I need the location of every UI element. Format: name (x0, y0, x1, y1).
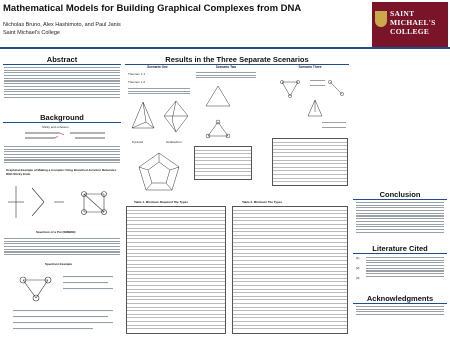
ref-1: [1] (356, 256, 360, 260)
pyramid-label: Pyramid (132, 140, 144, 144)
spectrum-label: Spectrum of a Pot (SMBDB) (36, 230, 76, 234)
scenario-one-text (128, 88, 190, 96)
scenario-three-table (272, 138, 348, 186)
octahedron-label: Octahedron (166, 140, 182, 144)
spectrum-example-label: Spectrum Example (45, 262, 73, 266)
ref-3: [3] (356, 276, 360, 280)
table-b-caption: Table 2. Minimum Tile Types (242, 200, 283, 204)
abstract-text (4, 67, 120, 99)
table-a-caption: Table 1. Minimum Required Tile Types (134, 200, 189, 204)
theorem-1-1: Theorem 1.1 (128, 72, 146, 76)
college-logo (372, 2, 448, 47)
scenario-two-figures (198, 82, 256, 142)
scenario-three-figures (270, 72, 348, 137)
graph-caption: Graphical Example of Making a Complex Using Branched Junction Molecules With Sticky Ends (6, 168, 117, 176)
acknowledgments-heading: Acknowledgments (353, 294, 447, 304)
dna-strand-diagram (20, 129, 110, 143)
conclusion-text (356, 202, 444, 234)
logo-text: SAINT MICHAEL'S COLLEGE (390, 9, 436, 36)
complex-graph-figure (4, 178, 120, 228)
shield-icon (375, 11, 387, 27)
acknowledgments-text (356, 306, 444, 317)
literature-heading: Literature Cited (353, 244, 447, 254)
background-heading: Background (3, 113, 121, 123)
scenario-two-text (196, 72, 256, 80)
poster-title: Mathematical Models for Building Graphical Complexes from DNA (3, 3, 302, 14)
scenario-one-title: Scenario One (147, 65, 168, 69)
results-heading: Results in the Three Separate Scenarios (125, 55, 349, 65)
theorem-1-2: Theorem 1.2 (128, 80, 146, 84)
authors: Nicholas Bruno, Alex Hashimoto, and Paul Janis (3, 22, 121, 28)
dodecahedron-figure (134, 150, 184, 195)
scenario-two-title: Scenario Two (215, 65, 237, 69)
references-text (366, 257, 444, 279)
table-b (232, 206, 348, 334)
spectrum-math (4, 238, 120, 257)
sticky-end-label: Sticky end cohesion (42, 125, 69, 129)
spectrum-example-figure (8, 268, 118, 334)
conclusion-heading: Conclusion (353, 190, 447, 200)
affiliation: Saint Michael's College (3, 30, 60, 36)
ref-2: [2] (356, 266, 360, 270)
scenario-three-title: Scenario Three (298, 65, 322, 69)
poster-header (0, 0, 450, 49)
table-a (126, 206, 226, 334)
pyramid-octahedron-figure (128, 98, 192, 143)
scenario-two-table (194, 146, 252, 180)
abstract-heading: Abstract (3, 55, 121, 65)
background-text (4, 146, 120, 165)
